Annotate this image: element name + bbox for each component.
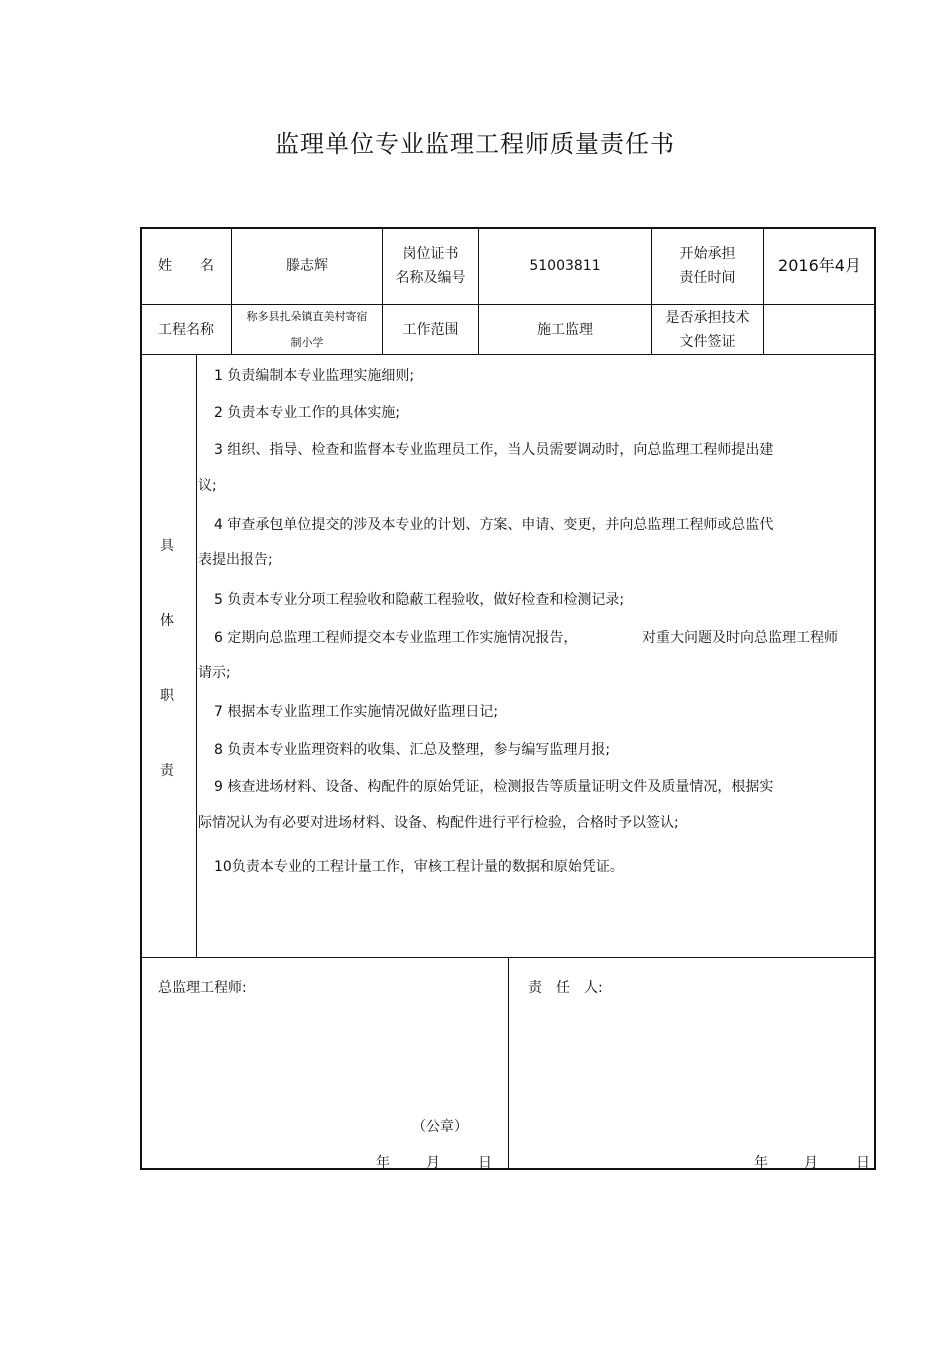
responsible-person-label: 责 任 人: xyxy=(528,980,603,996)
duty-line: 议; xyxy=(198,478,217,494)
duties-side-char: 具 xyxy=(160,538,174,554)
duties-side-char: 体 xyxy=(160,613,174,629)
scope-value xyxy=(479,305,651,354)
duty-line: 5 负责本专业分项工程验收和隐蔽工程验收，做好检查和检测记录; xyxy=(214,592,625,608)
start-label xyxy=(652,228,763,304)
left-date-day: 日 xyxy=(478,1155,492,1171)
document-title: 监理单位专业监理工程师质量责任书 xyxy=(275,130,675,158)
duty-line: 6 定期向总监理工程师提交本专业监理工作实施情况报告， xyxy=(214,630,578,646)
official-seal-label: （公章） xyxy=(412,1119,468,1135)
duty-line: 对重大问题及时向总监理工程师 xyxy=(642,630,838,646)
duty-line: 际情况认为有必要对进场材料、设备、构配件进行平行检验，合格时予以签认; xyxy=(198,815,679,831)
left-date-month: 月 xyxy=(426,1155,440,1171)
sign-value xyxy=(764,305,875,354)
scope-label xyxy=(383,305,478,354)
chief-engineer-label: 总监理工程师: xyxy=(158,980,247,996)
col-divider xyxy=(196,354,197,957)
duty-line: 3 组织、指导、检查和监督本专业监理员工作，当人员需要调动时，向总监理工程师提出建 xyxy=(214,442,774,458)
duties-side-char: 职 xyxy=(160,688,174,704)
project-value-line1: 称多县扎朵镇直美村寄宿 xyxy=(246,309,368,323)
project-label-text: 工程名称 xyxy=(158,321,214,338)
cert-label-line2: 名称及编号 xyxy=(395,270,466,286)
cert-value xyxy=(479,228,651,304)
name-value xyxy=(232,228,382,304)
duty-line: 1 负责编制本专业监理实施细则; xyxy=(214,368,415,384)
cert-value-text: 51003811 xyxy=(529,258,601,274)
duty-line: 表提出报告; xyxy=(198,552,273,568)
left-date-year: 年 xyxy=(376,1155,390,1171)
duty-line: 7 根据本专业监理工作实施情况做好监理日记; xyxy=(214,704,499,720)
project-value xyxy=(232,305,382,354)
duty-line: 9 核查进场材料、设备、构配件的原始凭证，检测报告等质量证明文件及质量情况，根据实 xyxy=(214,779,774,795)
duty-line: 请示; xyxy=(198,665,231,681)
cert-label-line1: 岗位证书 xyxy=(402,246,459,262)
name-label xyxy=(141,228,231,304)
sign-label-line2: 文件签证 xyxy=(679,333,736,350)
duty-line: 2 负责本专业工作的具体实施; xyxy=(214,405,401,421)
project-label xyxy=(141,305,231,354)
duty-line: 4 审查承包单位提交的涉及本专业的计划、方案、申请、变更，并向总监理工程师或总监代 xyxy=(214,517,774,533)
sign-label-line1: 是否承担技术 xyxy=(665,309,750,326)
sign-label xyxy=(652,305,763,354)
name-label-text: 姓 名 xyxy=(158,258,214,274)
right-date-day: 日 xyxy=(856,1155,870,1171)
duty-line: 10负责本专业的工程计量工作，审核工程计量的数据和原始凭证。 xyxy=(214,859,624,875)
right-date-year: 年 xyxy=(754,1155,768,1171)
scope-label-text: 工作范围 xyxy=(402,321,459,338)
project-value-line2: 制小学 xyxy=(290,335,324,349)
start-value-text: 2016年4月 xyxy=(778,256,861,275)
scope-value-text: 施工监理 xyxy=(537,321,593,338)
right-date-month: 月 xyxy=(804,1155,818,1171)
cert-label xyxy=(383,228,478,304)
duties-side-char: 责 xyxy=(160,763,174,779)
start-label-line2: 责任时间 xyxy=(679,270,736,286)
duty-line: 8 负责本专业监理资料的收集、汇总及整理，参与编写监理月报; xyxy=(214,742,611,758)
start-value xyxy=(764,228,875,304)
col-divider xyxy=(508,957,509,1169)
start-label-line1: 开始承担 xyxy=(679,246,736,262)
name-value-text: 滕志辉 xyxy=(286,258,328,274)
row-divider xyxy=(141,354,875,355)
